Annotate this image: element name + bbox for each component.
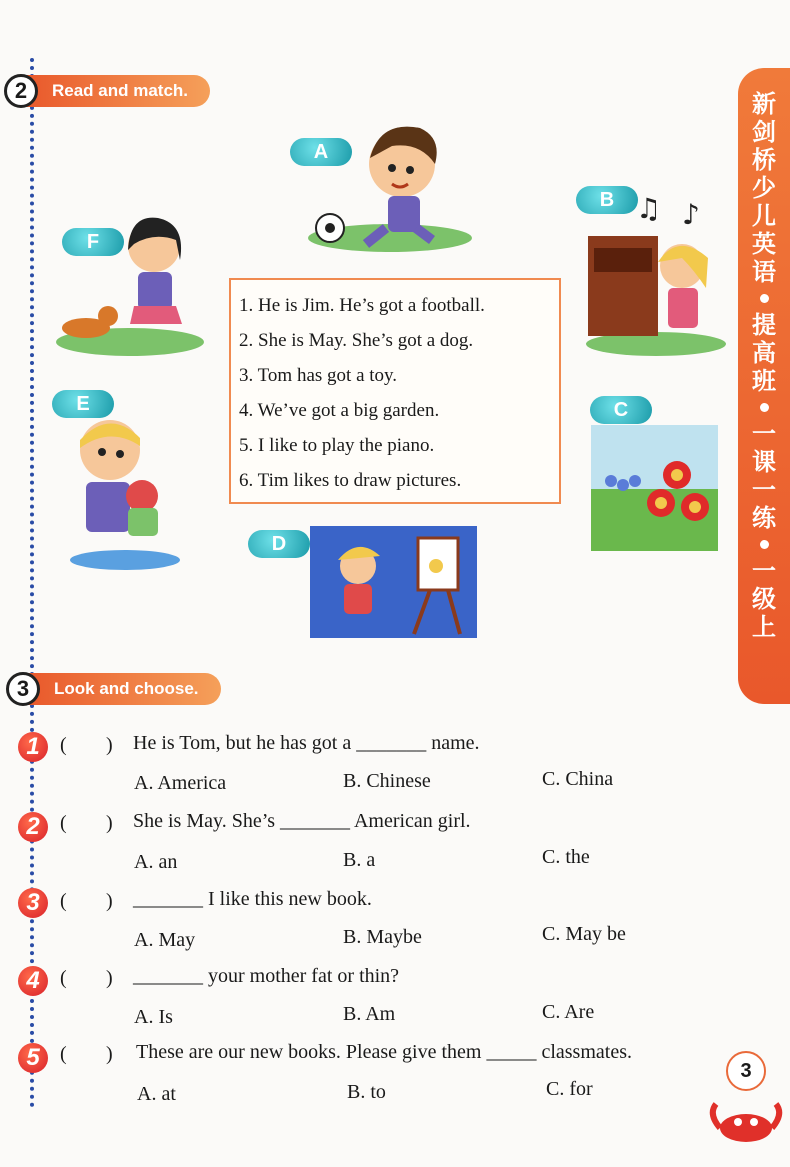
side-char: 新: [752, 90, 776, 118]
question-text: He is Tom, but he has got a _______ name.: [133, 732, 480, 754]
sentence-3: 3. Tom has got a toy.: [239, 365, 398, 386]
question-number: 3: [18, 888, 48, 918]
side-dot: [760, 294, 769, 303]
option-c[interactable]: C. China: [542, 768, 614, 790]
option-a[interactable]: A. an: [134, 851, 178, 873]
side-char: 一: [752, 557, 776, 585]
side-char: 桥: [752, 146, 776, 174]
svg-text:♫: ♫: [636, 196, 662, 225]
picture-label-d: D: [248, 530, 310, 558]
sentence-4: 4. We’ve got a big garden.: [239, 400, 440, 421]
section-3-header: [6, 672, 221, 706]
boy-drawing-picture: [310, 526, 477, 638]
option-c[interactable]: C. the: [542, 846, 590, 868]
answer-paren-open: (: [60, 734, 67, 756]
answer-paren-close[interactable]: ): [106, 890, 113, 912]
garden-flowers-picture: [591, 425, 718, 551]
side-char: 语: [752, 258, 776, 286]
option-a[interactable]: A. Is: [134, 1006, 173, 1028]
side-char: 高: [752, 339, 776, 367]
picture-label-e: E: [52, 390, 114, 418]
option-a[interactable]: A. May: [134, 929, 196, 951]
boy-toy-picture: [70, 410, 180, 570]
question-text: These are our new books. Please give them _____ classmates.: [136, 1041, 632, 1063]
sentence-1: 1. He is Jim. He’s got a football.: [239, 295, 485, 316]
picture-label-a: A: [290, 138, 352, 166]
picture-label-b: B: [576, 186, 638, 214]
side-char: 上: [752, 613, 776, 641]
section-2-header: [4, 74, 210, 108]
side-char: 课: [752, 448, 776, 476]
question-number: 5: [18, 1043, 48, 1073]
girl-dog-picture: [54, 210, 204, 360]
option-b[interactable]: B. a: [343, 849, 376, 871]
side-tab: [738, 68, 790, 704]
answer-paren-close[interactable]: ): [106, 734, 113, 756]
option-b[interactable]: B. Am: [343, 1003, 396, 1025]
side-char: 班: [752, 367, 776, 395]
section-number: 3: [6, 672, 40, 706]
question-number: 4: [18, 966, 48, 996]
page-number: 3: [726, 1051, 766, 1091]
side-char: 儿: [752, 202, 776, 230]
section-title: Look and choose.: [26, 673, 221, 705]
option-b[interactable]: B. to: [347, 1081, 386, 1103]
side-char: 级: [752, 585, 776, 613]
svg-text:♪: ♪: [682, 198, 700, 231]
side-char: 一: [752, 420, 776, 448]
option-c[interactable]: C. Are: [542, 1001, 595, 1023]
option-c[interactable]: C. May be: [542, 923, 626, 945]
answer-paren-close[interactable]: ): [106, 1043, 113, 1065]
side-char: 少: [752, 174, 776, 202]
answer-paren-open: (: [60, 890, 67, 912]
picture-label-f: F: [62, 228, 124, 256]
side-char: 提: [752, 311, 776, 339]
answer-paren-open: (: [60, 812, 67, 834]
answer-paren-close[interactable]: ): [106, 967, 113, 989]
answer-paren-open: (: [60, 1043, 67, 1065]
option-b[interactable]: B. Maybe: [343, 926, 422, 948]
question-number: 1: [18, 732, 48, 762]
girl-piano-picture: [586, 196, 728, 356]
sentence-box: [229, 278, 561, 504]
side-char: 英: [752, 230, 776, 258]
side-char: 一: [752, 476, 776, 504]
answer-paren-close[interactable]: ): [106, 812, 113, 834]
option-b[interactable]: B. Chinese: [343, 770, 431, 792]
side-dot: [760, 403, 769, 412]
option-c[interactable]: C. for: [546, 1078, 593, 1100]
question-text: She is May. She’s _______ American girl.: [133, 810, 471, 832]
side-dot: [760, 540, 769, 549]
boy-football-picture: [300, 116, 475, 256]
option-a[interactable]: A. at: [137, 1083, 176, 1105]
crab-icon: [708, 1098, 784, 1148]
answer-paren-open: (: [60, 967, 67, 989]
dotted-margin-line: [30, 58, 34, 1108]
sentence-6: 6. Tim likes to draw pictures.: [239, 470, 462, 491]
option-a[interactable]: A. America: [134, 772, 227, 794]
picture-label-c: C: [590, 396, 652, 424]
side-char: 剑: [752, 118, 776, 146]
sentence-2: 2. She is May. She’s got a dog.: [239, 330, 474, 351]
question-text: _______ I like this new book.: [133, 888, 372, 910]
sentence-5: 5. I like to play the piano.: [239, 435, 435, 456]
question-text: _______ your mother fat or thin?: [133, 965, 400, 987]
section-title: Read and match.: [24, 75, 210, 107]
section-number: 2: [4, 74, 38, 108]
side-char: 练: [752, 504, 776, 532]
question-number: 2: [18, 812, 48, 842]
